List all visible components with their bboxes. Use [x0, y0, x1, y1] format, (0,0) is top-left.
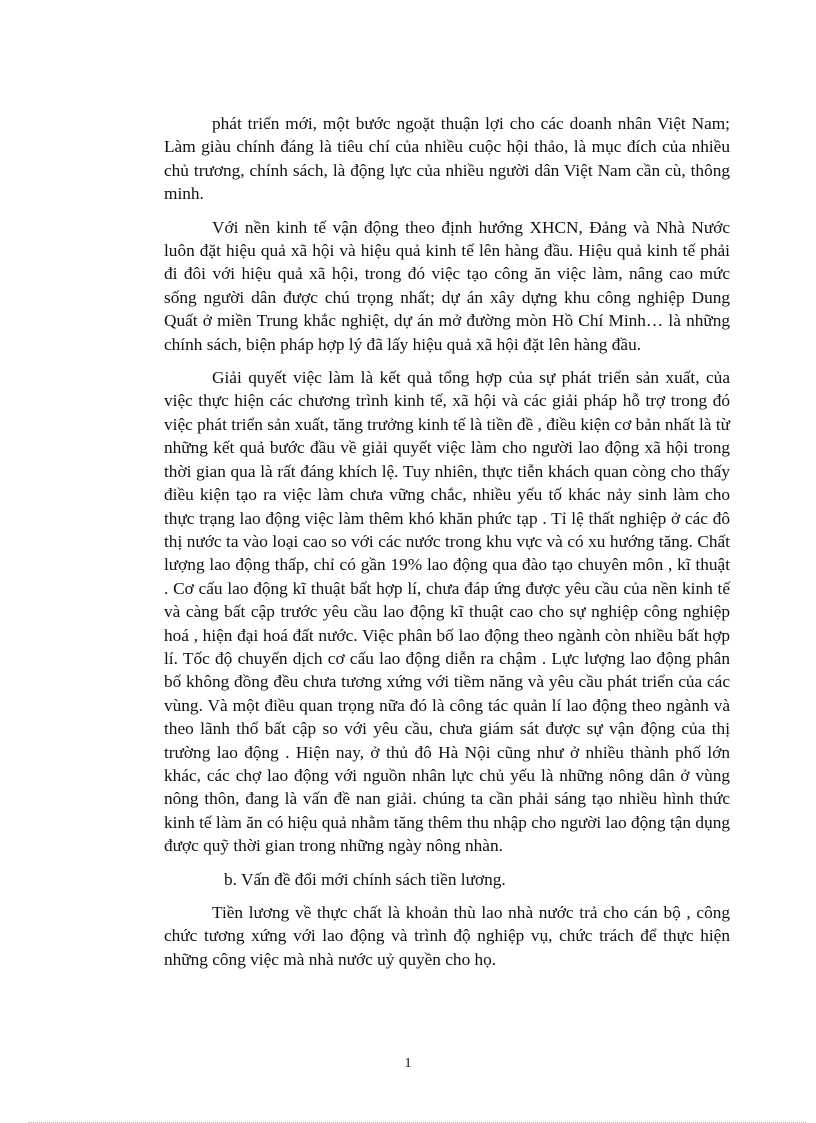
- paragraph-economy-orientation: Với nền kinh tế vận động theo định hướng XHCN, Đảng và Nhà Nước luôn đặt hiệu quả xã hội và hiệu quả kinh tế lên hàng đầu. Hiệu quả kinh tế phải đi đôi với hiệu quả xã hội, trong đó việc tạo công ăn việc làm, nâng cao mức sống người dân được chú trọng nhất; dự án xây dựng khu công nghiệp Dung Quất ở miền Trung khắc nghiệt, dự án mở đường mòn Hồ Chí Minh… là những chính sách, biện pháp hợp lý đã lấy hiệu quả xã hội đặt lên hàng đầu.: [164, 217, 730, 354]
- paragraph-salary-definition: Tiền lương về thực chất là khoản thù lao nhà nước trả cho cán bộ , công chức tương xứng với lao động và trình độ nghiệp vụ, chức trách để thực hiện những công việc mà nhà nước uỷ quyền cho họ.: [164, 903, 730, 969]
- document-body: [164, 112, 730, 981]
- paragraph-employment-issues: Giải quyết việc làm là kết quả tổng hợp của sự phát triển sản xuất, của việc thực hiện các chương trình kinh tế, xã hội và các giải pháp hỗ trợ trong đó việc phát triển sản xuất, tăng trưởng kinh tế là tiền đề , điều kiện cơ bản nhất là từ những kết quả bước đầu về giải quyết việc làm cho người lao động xã hội trong thời gian qua là rất đáng khích lệ. Tuy nhiên, thực tiễn khách quan còng cho thấy điều kiện tạo ra việc làm chưa vững chắc, nhiều yếu tố khác nảy sinh làm cho thực trạng lao động việc làm thêm khó khăn phức tạp . Tỉ lệ thất nghiệp ở các đô thị nước ta vào loại cao so với các nước trong khu vực và có xu hướng tăng. Chất lượng lao động thấp, chỉ có gần 19% lao động qua đào tạo chuyên môn , kĩ thuật . Cơ cấu lao động kĩ thuật bất hợp lí, chưa đáp ứng được yêu cầu của nền kinh tế và càng bất cập trước yêu cầu lao động kĩ thuật cao cho sự nghiệp công nghiệp hoá , hiện đại hoá đất nước. Việc phân bố lao động theo ngành còn nhiều bất hợp lí. Tốc độ chuyển dịch cơ cấu lao động diễn ra chậm . Lực lượng lao động phân bố không đồng đều chưa tương xứng với tiềm năng và yêu cầu phát triển của các vùng. Và một điều quan trọng nữa đó là công tác quản lí lao động theo ngành và theo lãnh thổ bất cập so với yêu cầu, chưa giám sát được sự vận động của thị trường lao động . Hiện nay, ở thủ đô Hà Nội cũng như ở nhiều thành phố lớn khác, các chợ lao động với nguồn nhân lực chủ yếu là những nông dân ở vùng nông thôn, đang là vấn đề nan giải. chúng ta cần phải sáng tạo nhiều hình thức kinh tế làm ăn có hiệu quả nhằm tăng thêm thu nhập cho người lao động tận dụng được quỹ thời gian trong những ngày nông nhàn.: [164, 368, 730, 856]
- paragraph-continuation: phát triển mới, một bước ngoặt thuận lợi cho các doanh nhân Việt Nam; Làm giàu chính đáng là tiêu chí của nhiều cuộc hội thảo, là mục đích của nhiều chủ trương, chính sách, là động lực của nhiều người dân Việt Nam cần cù, thông minh.: [164, 114, 730, 204]
- page-number: 1: [404, 1056, 412, 1071]
- section-heading: b. Vấn đề đổi mới chính sách tiền lương.: [224, 869, 506, 889]
